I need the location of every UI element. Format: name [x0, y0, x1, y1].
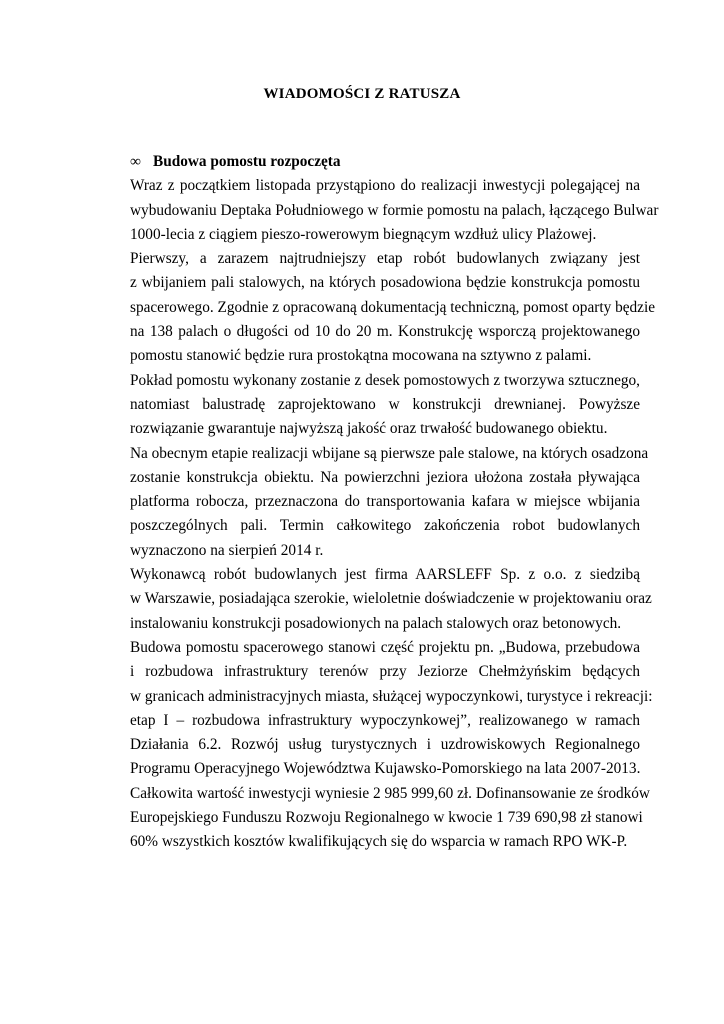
text-line: w granicach administracyjnych miasta, służącej wypoczynkowi, turystyce i rekreacji: — [130, 687, 653, 705]
text-line: w Warszawie, posiadająca szerokie, wieloletnie doświadczenie w projektowaniu oraz — [130, 590, 652, 608]
text-line: rozwiązanie gwarantuje najwyższą jakość oraz trwałość budowanego obiektu. — [130, 420, 608, 438]
text-line: na 138 palach o długości od 10 do 20 m. Konstrukcję wsporczą projektowanego — [130, 323, 640, 341]
article-body — [130, 150, 659, 855]
text-line: wyznaczono na sierpień 2014 r. — [130, 541, 324, 559]
text-line: Działania 6.2. Rozwój usług turystycznych i uzdrowiskowych Regionalnego — [130, 736, 640, 754]
text-line: poszczególnych pali. Termin całkowitego zakończenia robot budowlanych — [130, 517, 640, 535]
text-line: Całkowita wartość inwestycji wyniesie 2 985 999,60 zł. Dofinansowanie ze środków — [130, 784, 650, 802]
section-heading — [130, 150, 640, 174]
section-heading-text: Budowa pomostu rozpoczęta — [153, 153, 341, 170]
text-line: z wbijaniem pali stalowych, na których posadowiona będzie konstrukcja pomostu — [130, 274, 640, 292]
text-line: etap I – rozbudowa infrastruktury wypoczynkowej”, realizowanego w ramach — [130, 711, 640, 729]
text-line: 1000-lecia z ciągiem pieszo-rowerowym biegnącym wzdłuż ulicy Plażowej. — [130, 225, 597, 243]
infinity-bullet-icon: ∞ — [130, 153, 141, 170]
text-line: Budowa pomostu spacerowego stanowi część projektu pn. „Budowa, przebudowa — [130, 638, 640, 656]
text-line: Wraz z początkiem listopada przystąpiono do realizacji inwestycji polegającej na — [130, 177, 640, 195]
text-line: instalowaniu konstrukcji posadowionych na palach stalowych oraz betonowych. — [130, 614, 622, 632]
text-line: wybudowaniu Deptaka Południowego w formie pomostu na palach, łączącego Bulwar — [130, 201, 659, 219]
article-text — [130, 174, 659, 854]
text-line: 60% wszystkich kosztów kwalifikujących się do wsparcia w ramach RPO WK-P. — [130, 833, 628, 851]
page-title: WIADOMOŚCI Z RATUSZA — [263, 86, 461, 102]
text-line: Wykonawcą robót budowlanych jest firma AARSLEFF Sp. z o.o. z siedzibą — [130, 566, 640, 584]
text-line: zostanie konstrukcja obiektu. Na powierzchni jeziora ułożona została pływająca — [130, 468, 640, 486]
text-line: spacerowego. Zgodnie z opracowaną dokumentacją techniczną, pomost oparty będzie — [130, 298, 655, 316]
text-line: platforma robocza, przeznaczona do transportowania kafara w miejsce wbijania — [130, 493, 640, 511]
text-line: i rozbudowa infrastruktury terenów przy Jeziorze Chełmżyńskim będących — [130, 663, 640, 681]
text-line: natomiast balustradę zaprojektowano w konstrukcji drewnianej. Powyższe — [130, 395, 640, 413]
text-line: Europejskiego Funduszu Rozwoju Regionalnego w kwocie 1 739 690,98 zł stanowi — [130, 809, 643, 827]
text-line: Na obecnym etapie realizacji wbijane są pierwsze pale stalowe, na których osadzona — [130, 444, 649, 462]
text-line: Programu Operacyjnego Województwa Kujawsko-Pomorskiego na lata 2007-2013. — [130, 760, 641, 778]
text-line: pomostu stanowić będzie rura prostokątna mocowana na sztywno z palami. — [130, 347, 592, 365]
text-line: Pierwszy, a zarazem najtrudniejszy etap robót budowlanych związany jest — [130, 250, 640, 268]
text-line: Pokład pomostu wykonany zostanie z desek pomostowych z tworzywa sztucznego, — [130, 371, 640, 389]
